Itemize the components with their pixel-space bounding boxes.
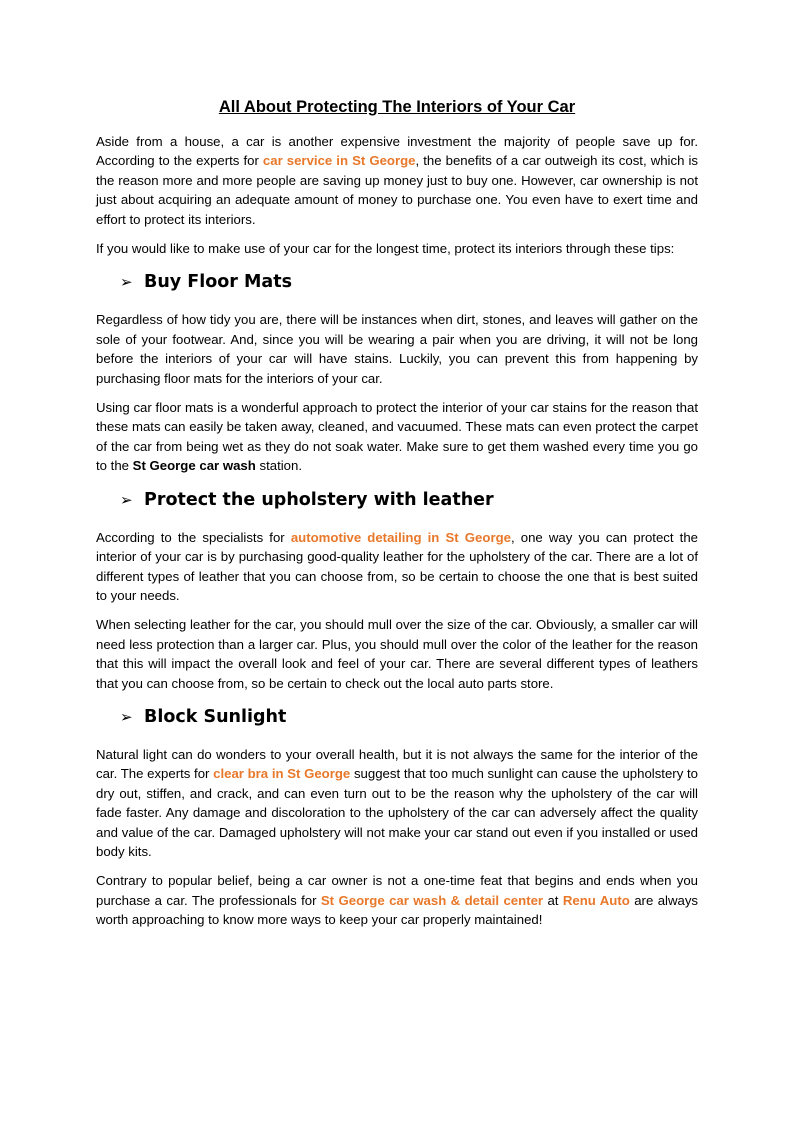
link-automotive-detailing[interactable]: automotive detailing in St George xyxy=(290,529,511,545)
link-clear-bra[interactable]: clear bra in St George xyxy=(213,766,351,782)
document-title: All About Protecting The Interiors of Your Car xyxy=(218,98,576,116)
section-heading-upholstery xyxy=(120,486,698,514)
bold-term-car-wash: St George car wash xyxy=(132,458,256,474)
heading-text: Buy Floor Mats xyxy=(144,272,293,293)
intro-paragraph-2: If you would like to make use of your car for the longest time, protect its interiors through these tips: xyxy=(96,241,675,257)
floor-mats-paragraph-1: Regardless of how tidy you are, there will be instances when dirt, stones, and leaves will gather on the sole of your footwear. And, since you will be wearing a pair when you are driving, it will not be long before the interiors of your car will have stains. Luckily, you can prevent this from happening by purchasing floor mats for the interiors of your car. xyxy=(96,312,698,386)
section-heading-floor-mats xyxy=(120,268,698,296)
floor-mats-paragraph-2: Using car floor mats is a wonderful approach to protect the interior of your car stains for the reason that these mats can easily be taken away, cleaned, and vacuumed. These mats can even protect the carpet of the car from being wet as they do not soak water. Make sure to get them washed every time you go to the St George car wash station. xyxy=(96,400,698,474)
document-page xyxy=(96,96,698,940)
intro-paragraph-1: Aside from a house, a car is another expensive investment the majority of people save up for. According to the experts for car service in St George, the benefits of a car outweigh its cost, which is the reason more and more people are saving up money just to buy one. However, car ownership is not just about acquiring an adequate amount of money to purchase one. You even have to exert time and effort to protect its interiors. xyxy=(96,134,698,227)
sunlight-paragraph-1: Natural light can do wonders to your overall health, but it is not always the same for the interior of the car. The experts for clear bra in St George suggest that too much sunlight can cause the upholstery to dry out, stiffen, and crack, and can even turn out to be the reason why the upholstery of the car will fade faster. Any damage and discoloration to the upholstery of the car can adversely affect the quality and value of the car. Damaged upholstery will not make your car stand out even if you installed or used body kits. xyxy=(96,746,698,859)
link-car-wash-detail-center[interactable]: St George car wash & detail center xyxy=(320,892,544,908)
arrow-bullet-icon: ➢ xyxy=(120,273,133,292)
upholstery-paragraph-1: According to the specialists for automotive detailing in St George, one way you can protect the interior of your car is by purchasing good-quality leather for the upholstery of the car. There are a lot of different types of leather that you can choose from, so be certain to choose the one that is best suited to your needs. xyxy=(96,529,699,603)
heading-text: Protect the upholstery with leather xyxy=(144,489,494,510)
link-renu-auto[interactable]: Renu Auto xyxy=(562,892,630,908)
heading-text: Block Sunlight xyxy=(144,706,287,727)
upholstery-paragraph-2: When selecting leather for the car, you should mull over the size of the car. Obviously, a smaller car will need less protection than a larger car. Plus, you should mull over the color of the leather for the reason that this will impact the overall look and feel of your car. There are several different types of leathers that you can choose from, so be certain to check out the local auto parts store. xyxy=(96,617,698,691)
arrow-bullet-icon: ➢ xyxy=(120,707,133,726)
section-heading-sunlight xyxy=(120,703,698,731)
closing-paragraph: Contrary to popular belief, being a car owner is not a one-time feat that begins and ends when you purchase a car. The professionals for St George car wash & detail center at Renu Auto are always worth approaching to know more ways to keep your car properly maintained! xyxy=(96,873,699,928)
link-car-service[interactable]: car service in St George xyxy=(262,153,416,169)
arrow-bullet-icon: ➢ xyxy=(120,490,133,509)
